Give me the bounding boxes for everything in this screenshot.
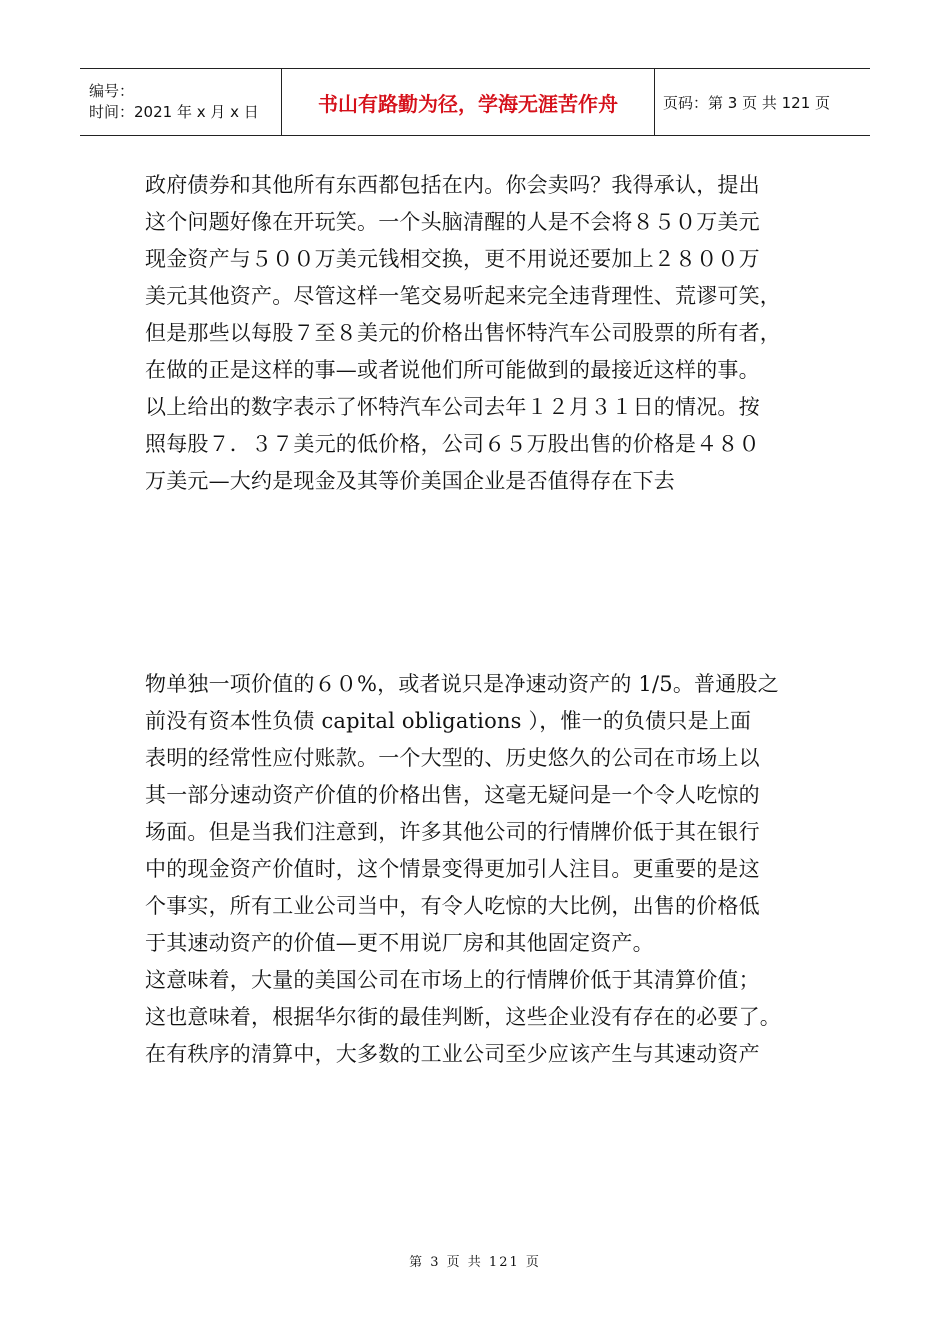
page-footer	[0, 1251, 950, 1270]
text-line: 照每股７．３７美元的低价格，公司６５万股出售的价格是４８０	[145, 432, 760, 456]
text-line: 在做的正是这样的事—或者说他们所可能做到的最接近这样的事。	[145, 358, 760, 382]
text-line: 前没有资本性负债 capital obligations ），惟一的负债只是上面	[145, 709, 752, 733]
text-line: 于其速动资产的价值—更不用说厂房和其他固定资产。	[145, 931, 654, 955]
document-date-label: 时间：2021 年 x 月 x 日	[89, 103, 259, 121]
text-line: 中的现金资产价值时，这个情景变得更加引人注目。更重要的是这	[145, 857, 760, 881]
document-number-label: 编号：	[89, 82, 135, 100]
text-line: 这意味着，大量的美国公司在市场上的行情牌价低于其清算价值；	[145, 968, 760, 992]
header-meta-cell	[80, 69, 282, 135]
text-line: 美元其他资产。尽管这样一笔交易听起来完全违背理性、荒谬可笑，	[145, 284, 781, 308]
text-line: 物单独一项价值的６０%，或者说只是净速动资产的 1/5。普通股之	[145, 672, 779, 696]
body-paragraph-2	[145, 666, 810, 1073]
text-line: 但是那些以每股７至８美元的价格出售怀特汽车公司股票的所有者，	[145, 321, 781, 345]
text-line: 这个问题好像在开玩笑。一个头脑清醒的人是不会将８５０万美元	[145, 210, 760, 234]
text-line: 表明的经常性应付账款。一个大型的、历史悠久的公司在市场上以	[145, 746, 760, 770]
header-motto: 书山有路勤为径，学海无涯苦作舟	[318, 91, 618, 116]
text-line: 政府债券和其他所有东西都包括在内。你会卖吗？我得承认，提出	[145, 173, 760, 197]
body-paragraph-1	[145, 167, 810, 500]
text-line: 在有秩序的清算中，大多数的工业公司至少应该产生与其速动资产	[145, 1042, 760, 1066]
text-line: 以上给出的数字表示了怀特汽车公司去年１２月３１日的情况。按	[145, 395, 760, 419]
text-line: 个事实，所有工业公司当中，有令人吃惊的大比例，出售的价格低	[145, 894, 760, 918]
footer-page-number: 第 3 页 共 121 页	[409, 1255, 541, 1270]
text-line: 其一部分速动资产价值的价格出售，这毫无疑问是一个令人吃惊的	[145, 783, 760, 807]
header-page-cell	[655, 69, 870, 135]
text-line: 现金资产与５００万美元钱相交换，更不用说还要加上２８００万	[145, 247, 760, 271]
page-header-table	[80, 68, 870, 136]
header-page-number: 页码：第 3 页 共 121 页	[663, 93, 831, 112]
text-line: 万美元—大约是现金及其等价美国企业是否值得存在下去	[145, 469, 675, 493]
text-line: 场面。但是当我们注意到，许多其他公司的行情牌价低于其在银行	[145, 820, 760, 844]
text-line: 这也意味着，根据华尔街的最佳判断，这些企业没有存在的必要了。	[145, 1005, 781, 1029]
header-motto-cell	[282, 69, 655, 135]
